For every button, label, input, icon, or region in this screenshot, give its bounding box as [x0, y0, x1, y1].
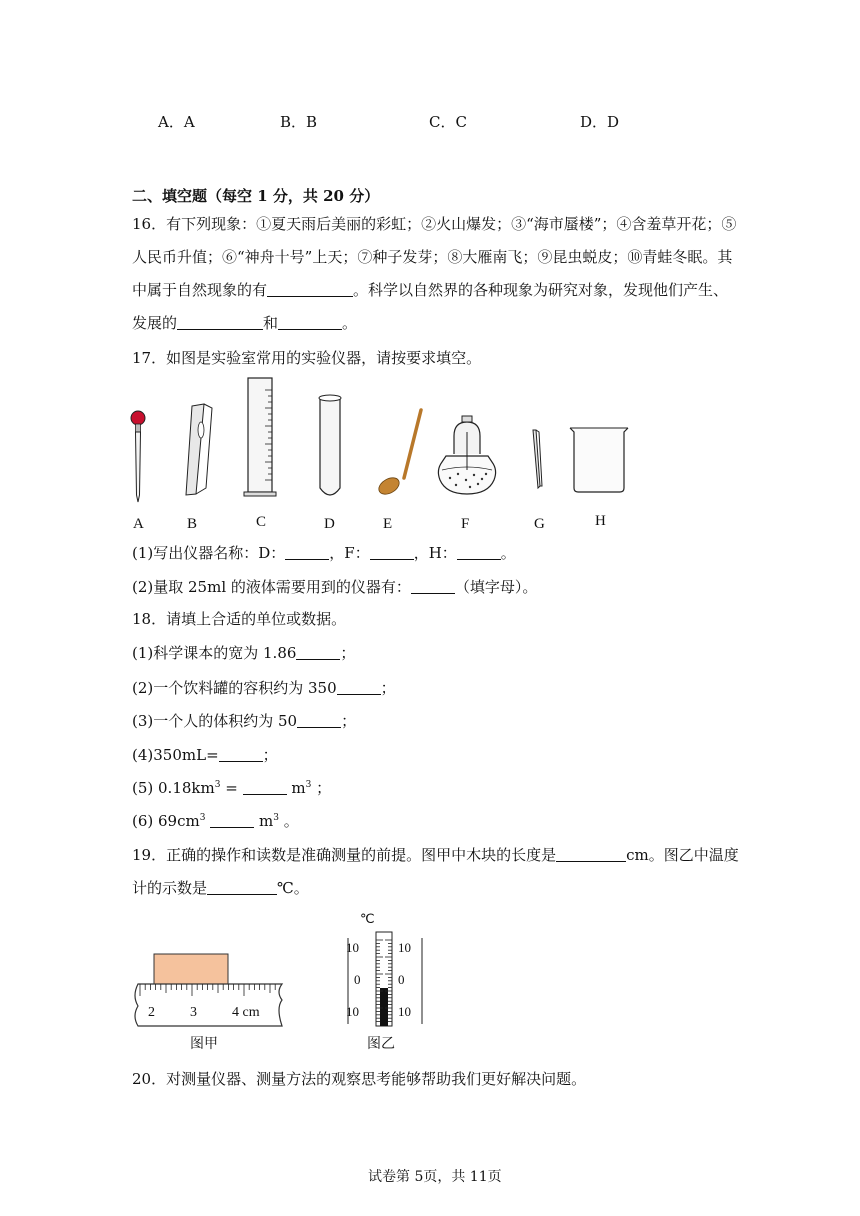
instrument-label: E [383, 516, 393, 532]
blank [243, 780, 287, 795]
q19-text: 19．正确的操作和读数是准确测量的前提。图甲中木块的长度是 [132, 846, 557, 864]
q17-text: ，H： [413, 544, 457, 562]
q18-text: (2)一个饮料罐的容积约为 350 [132, 679, 337, 697]
blank [337, 680, 381, 695]
thermo-label-right: 10 [398, 940, 411, 955]
q18-item1 [132, 643, 355, 663]
q18-text: (5) 0.18km [132, 779, 215, 797]
q19-line2 [132, 878, 309, 898]
q18-item4 [132, 745, 278, 765]
thermo-unit: ℃ [360, 911, 375, 926]
ruler-label: 4 cm [232, 1005, 260, 1020]
section-title: 二、填空题（每空 1 分，共 20 分） [132, 187, 380, 205]
q18-text: 。 [283, 812, 299, 830]
q16-line3 [132, 280, 728, 300]
q18-text: m [291, 779, 306, 797]
beaker-icon [570, 428, 628, 492]
q18-item2 [132, 678, 396, 698]
superscript: 3 [199, 813, 206, 823]
ruler-label: 2 [148, 1005, 155, 1020]
instrument-label: F [461, 516, 470, 532]
q16-text: 和 [263, 314, 279, 332]
instrument-label: D [324, 516, 335, 532]
q18-text: = [220, 779, 243, 797]
q17-text: ，F： [329, 544, 370, 562]
q18-text: (4)350mL= [132, 746, 219, 764]
blank [219, 747, 263, 762]
q18-text: ； [380, 679, 396, 697]
option-a: A．A [158, 113, 195, 131]
blank [267, 282, 353, 297]
q18-item6 [132, 811, 299, 831]
alcohol-lamp-icon [438, 416, 495, 494]
q17-text: (1)写出仪器名称：D： [132, 544, 286, 562]
q19-text: ℃。 [277, 879, 309, 897]
blank [370, 545, 414, 560]
blank [210, 813, 254, 828]
lab-instruments-figure [120, 370, 640, 540]
q18-text: ； [316, 779, 332, 797]
q16-text: 。科学以自然界的各种现象为研究对象，发现他们产生、 [353, 281, 729, 299]
q18-text: ； [340, 644, 356, 662]
spatula-icon [376, 410, 421, 498]
blank [285, 545, 329, 560]
q17-part2 [132, 577, 537, 597]
q18-text: ； [341, 712, 357, 730]
q17-text: (2)量取 25ml 的液体需要用到的仪器有： [132, 578, 411, 596]
q16-line2: 人民币升值；⑥“神舟十号”上天；⑦种子发芽；⑧大雁南飞；⑨昆虫蜕皮；⑩青蛙冬眠。其 [132, 248, 733, 266]
q16-text: 发展的 [132, 314, 178, 332]
q18-text: (6) 69cm [132, 812, 200, 830]
q19-text: 计的示数是 [132, 879, 208, 897]
test-tube-icon [319, 395, 341, 495]
q18-item3 [132, 711, 356, 731]
thermo-label-right: 10 [398, 1004, 411, 1019]
thermo-label-right: 0 [398, 972, 405, 987]
superscript: 3 [273, 813, 279, 823]
q19-text: cm。图乙中温度 [626, 846, 739, 864]
ruler-label: 3 [190, 1005, 197, 1020]
thermo-label-left: 10 [346, 940, 359, 955]
superscript: 3 [214, 780, 221, 790]
blank [556, 847, 626, 862]
figure-a-caption: 图甲 [190, 1036, 218, 1052]
q16-line1: 16．有下列现象：①夏天雨后美丽的彩虹；②火山爆发；③“海市蜃楼”；④含羞草开花；⑤ [132, 215, 737, 233]
blank [411, 579, 455, 594]
instrument-label: G [534, 516, 545, 532]
q16-text: 。 [342, 314, 358, 332]
q16-text: 中属于自然现象的有 [132, 281, 268, 299]
thermo-label-left: 10 [346, 1004, 359, 1019]
q18-text: m [259, 812, 274, 830]
q17-part1 [132, 543, 516, 563]
blank [278, 315, 342, 330]
page-footer: 试卷第 5页，共 11页 [368, 1169, 502, 1185]
q18-item5 [132, 778, 331, 798]
thermo-label-left: 0 [354, 972, 361, 987]
instrument-label: C [256, 514, 267, 530]
q20-stem: 20．对测量仪器、测量方法的观察思考能够帮助我们更好解决问题。 [132, 1070, 587, 1088]
q18-text: (3)一个人的体积约为 50 [132, 712, 298, 730]
option-d: D．D [580, 113, 620, 131]
q16-line4 [132, 313, 357, 333]
clamp-icon [186, 404, 212, 495]
option-c: C．C [429, 113, 467, 131]
q18-stem: 18．请填上合适的单位或数据。 [132, 610, 347, 628]
measuring-cylinder-icon [244, 378, 276, 496]
q17-text: （填字母）。 [454, 578, 538, 596]
q18-text: ； [262, 746, 278, 764]
tweezers-icon [533, 430, 542, 488]
instrument-label: H [595, 513, 606, 529]
instrument-label: B [187, 516, 198, 532]
q19-line1 [132, 845, 739, 865]
blank [296, 645, 340, 660]
superscript: 3 [305, 780, 312, 790]
q18-text: (1)科学课本的宽为 1.86 [132, 644, 297, 662]
instrument-label: A [133, 516, 144, 532]
option-b: B．B [280, 113, 318, 131]
blank [207, 880, 277, 895]
q17-stem: 17．如图是实验室常用的实验仪器，请按要求填空。 [132, 349, 482, 367]
blank [297, 713, 341, 728]
figure-b-caption: 图乙 [367, 1036, 395, 1052]
blank [177, 315, 263, 330]
blank [457, 545, 501, 560]
q17-text: 。 [500, 544, 516, 562]
dropper-icon [131, 411, 145, 502]
